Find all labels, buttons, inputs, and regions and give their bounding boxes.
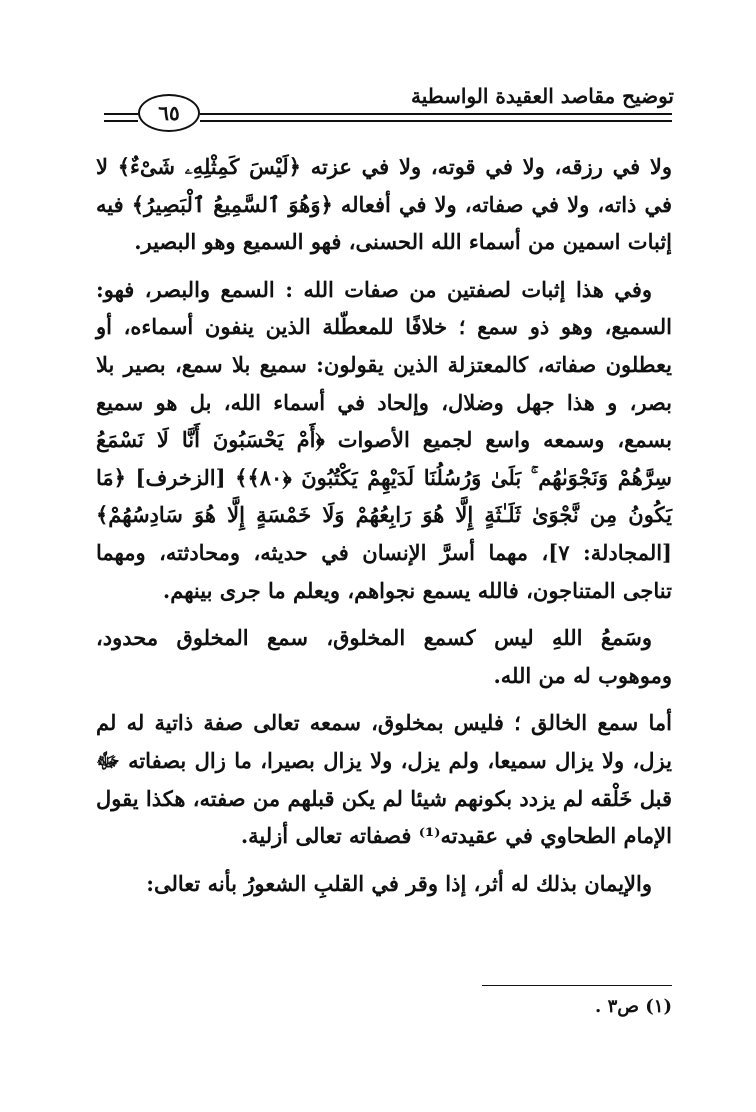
- header-rule-right: [200, 113, 672, 122]
- header-rule-left: [104, 113, 138, 122]
- page-number-badge: ٦٥: [138, 94, 200, 132]
- paragraph-1: ولا في رزقه، ولا في قوته، ولا في عزته ﴿لَيْسَ كَمِثْلِهِۦ شَىْءٌ﴾ لا في ذاته، ولا في صفاته، ولا في أفعاله ﴿وَهُوَ ٱلسَّمِيعُ ٱلْبَصِيرُ﴾ فيه إثبات اسمين من أسماء الله الحسنى، فهو السميع وهو البصير.: [96, 154, 672, 255]
- body-text: [96, 148, 672, 912]
- running-header-title: توضيح مقاصد العقيدة الواسطية: [410, 84, 674, 108]
- paragraph-3: وسَمعُ اللهِ ليس كسمع المخلوق، سمع المخلوق محدود، وموهوب له من الله.: [96, 625, 672, 688]
- paragraph-2: وفي هذا إثبات لصفتين من صفات الله : السمع والبصر، فهو: السميع، وهو ذو سمع ؛ خلافًا للمعطّلة الذين ينفون أسماءه، أو يعطلون صفاته، كالمعتزلة الذين يقولون: سميع بلا سمع، بصير بلا بصر، و هذا جهل وضلال، وإلحاد في أسماء الله، بل هو سميع بسمع، وسمعه واسع لجميع الأصوات ﴿أَمْ يَحْسَبُونَ أَنَّا لَا نَسْمَعُ سِرَّهُمْ وَنَجْوَىٰهُم ۚ بَلَىٰ وَرُسُلُنَا لَدَيْهِمْ يَكْتُبُونَ ﴿٨٠﴾﴾ [الزخرف] ﴿مَا يَكُونُ مِن نَّجْوَىٰ ثَلَـٰثَةٍ إِلَّا هُوَ رَابِعُهُمْ وَلَا خَمْسَةٍ إِلَّا هُوَ سَادِسُهُمْ﴾ [المجادلة: ٧]، مهما أسرَّ الإنسان في حديثه، ومحادثته، ومهما تناجى المتناجون، فالله يسمع نجواهم، ويعلم ما جرى بينهم.: [96, 276, 673, 603]
- footnote-divider: [482, 985, 672, 986]
- footnote: (١) ص٣ .: [595, 996, 672, 1017]
- paragraph-5: والإيمان بذلك له أثر، إذا وقر في القلبِ الشعورُ بأنه تعالى:: [146, 870, 652, 896]
- paragraph-4: أما سمع الخالق ؛ فليس بمخلوق، سمعه تعالى صفة ذاتية له لم يزل، ولا يزال سميعا، ولم يزل، ولا يزال بصيرا، ما زال بصفاته ﷻ قبل خَلْقه لم يزدد بكونهم شيئا لم يكن قبلهم من صفته، هكذا يقول الإمام الطحاوي في عقيدته⁽¹⁾ فصفاته تعالى أزلية.: [96, 710, 672, 849]
